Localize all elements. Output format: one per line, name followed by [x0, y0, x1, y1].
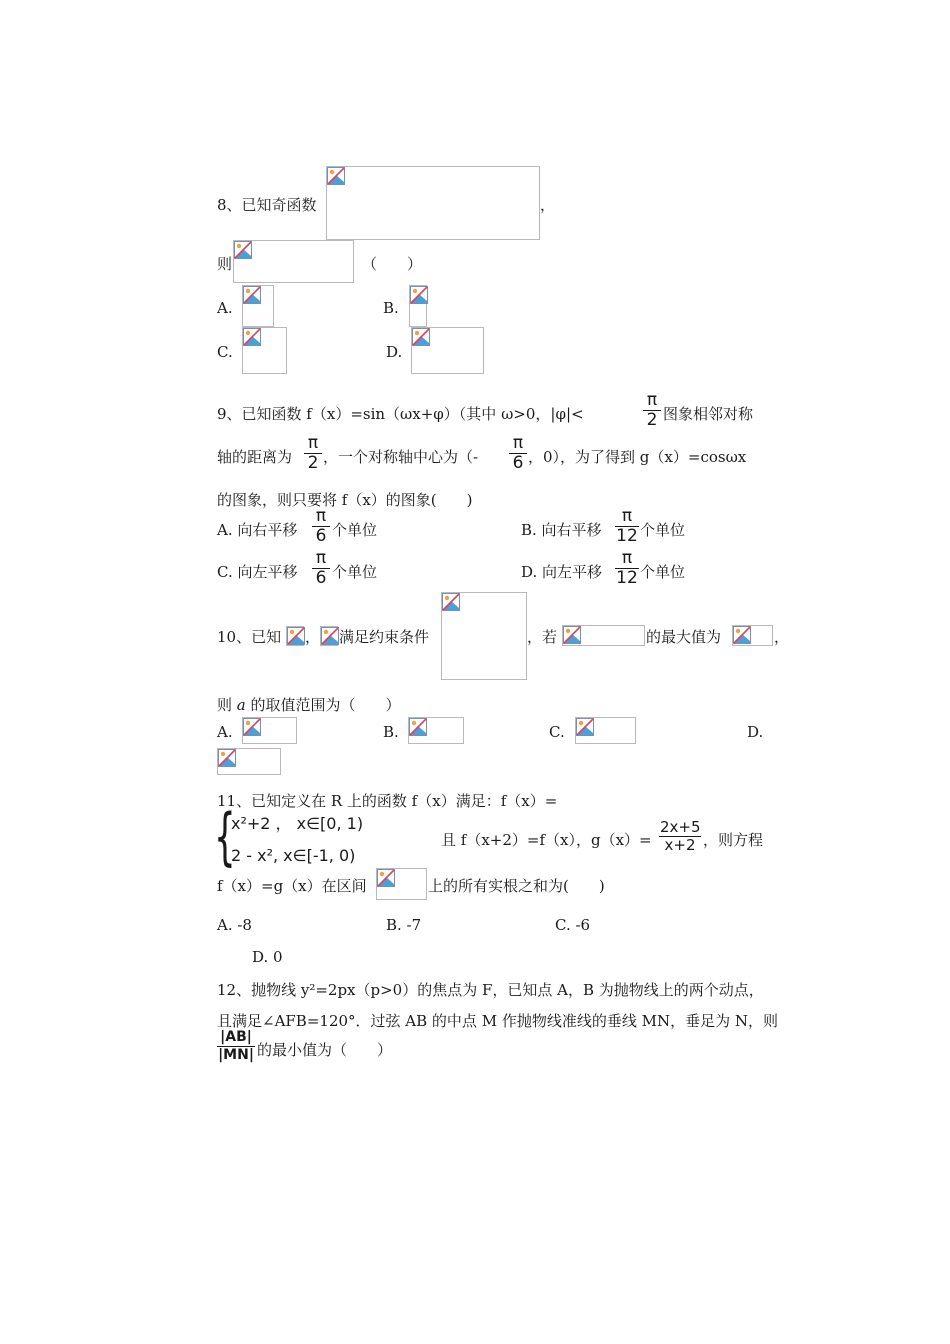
q9-line2-mid: ，一个对称轴中心为（-: [323, 448, 479, 466]
q9-fraction-pi-over-2: [643, 391, 661, 430]
q11-piecewise-brace: {: [214, 800, 236, 873]
broken-image-icon: [243, 718, 261, 736]
q10-text-c: 满足约束条件: [339, 628, 430, 646]
fraction-denominator: 12: [616, 526, 638, 546]
broken-image-icon: [218, 749, 236, 767]
q12-line2: 且满足∠AFB=120°．过弦 AB 的中点 M 作抛物线准线的垂线 MN，垂足为 N，则: [217, 1012, 778, 1030]
q10-text-b: ，: [305, 628, 321, 646]
q11-option-a: A. -8: [217, 916, 252, 934]
broken-image-icon: [563, 626, 581, 644]
broken-image-icon: [287, 627, 305, 645]
q9-option-c-fraction: [312, 549, 330, 588]
q12-ratio-fraction: [217, 1029, 255, 1064]
q10-option-c-label: C.: [549, 723, 565, 741]
q9-line1-start: 9、已知函数 f（x）=sin（ωx+φ）（其中 ω>0，|φ|<: [217, 405, 584, 423]
q10-line2-start: 则: [217, 696, 237, 714]
fraction-numerator: π: [512, 433, 524, 453]
fraction-numerator: π: [646, 390, 658, 410]
q8-option-a-image: [242, 285, 274, 327]
fraction-denominator: 6: [512, 453, 524, 473]
fraction-numerator: π: [621, 506, 633, 526]
q11-line1: 11、已知定义在 R 上的函数 f（x）满足：f（x）=: [217, 792, 558, 810]
q10-text-d: ，若: [527, 628, 558, 646]
q9-line1-end: 图象相邻对称: [663, 405, 754, 423]
q10-option-b-label: B.: [383, 723, 399, 741]
q8-answer-paren: （ ）: [362, 255, 423, 273]
q11-case-1: x²+2 ， x∈[0, 1): [231, 814, 364, 833]
fraction-numerator: 2x+5: [660, 818, 701, 836]
fraction-numerator: π: [307, 433, 319, 453]
q10-option-d-image: [217, 748, 281, 775]
q11-line3-end: 上的所有实根之和为( ): [428, 877, 605, 895]
q10-line2-end: 的取值范围为（ ）: [245, 696, 401, 714]
broken-image-icon: [442, 593, 460, 611]
broken-image-icon: [412, 328, 430, 346]
q10-text-e: 的最大值为: [646, 628, 722, 646]
fraction-denominator: 6: [315, 526, 327, 546]
q10-var-a: a: [236, 696, 246, 714]
broken-image-icon: [733, 626, 751, 644]
q10-option-c-image: [575, 717, 636, 744]
fraction-numerator: |AB|: [220, 1029, 252, 1045]
q8-option-c-label: C.: [217, 343, 233, 361]
q11-tail-text: ，则方程: [703, 831, 764, 849]
q8-option-d-image: [411, 327, 484, 374]
q12-line1: 12、抛物线 y²=2px（p>0）的焦点为 F，已知点 A，B 为抛物线上的两个动点，: [217, 981, 764, 999]
q9-line2-end: ，0），为了得到 g（x）=cosωx: [528, 448, 747, 466]
q10-option-a-image: [242, 717, 297, 744]
q9-option-d-text: D. 向左平移: [521, 563, 603, 581]
q11-option-b: B. -7: [386, 916, 422, 934]
fraction-numerator: π: [315, 548, 327, 568]
q8-option-b-image: [409, 285, 427, 327]
q9-option-a-text: A. 向右平移: [217, 521, 298, 539]
q9-option-a-fraction: [312, 507, 330, 546]
q11-option-c: C. -6: [555, 916, 591, 934]
q11-line3-start: f（x）=g（x）在区间: [217, 877, 367, 895]
q11-case-2: 2 - x², x∈[-1, 0): [231, 846, 356, 865]
q8-comma: ，: [540, 196, 556, 214]
fraction-numerator: π: [621, 548, 633, 568]
q9-option-b-text: B. 向右平移: [521, 521, 602, 539]
fraction-denominator: 2: [646, 410, 658, 430]
broken-image-icon: [243, 286, 261, 304]
q9-line2-start: 轴的距离为: [217, 448, 293, 466]
q8-stem: 8、已知奇函数: [217, 196, 317, 214]
q8-expression-image: [233, 240, 354, 283]
q12-line3: 的最小值为（ ）: [257, 1041, 393, 1059]
q10-var-y-image: [320, 626, 338, 646]
q9-option-c-text: C. 向左平移: [217, 563, 298, 581]
fraction-numerator: π: [315, 506, 327, 526]
q10-maxvalue-image: [732, 625, 773, 646]
broken-image-icon: [377, 869, 395, 887]
q9-fraction-pi-over-2b: [304, 434, 322, 473]
fraction-denominator: |MN|: [218, 1047, 254, 1063]
q10-objective-image: [562, 625, 645, 646]
broken-image-icon: [243, 328, 261, 346]
q10-line2: [217, 696, 401, 714]
broken-image-icon: [234, 241, 252, 259]
q9-fraction-pi-over-6: [509, 434, 527, 473]
broken-image-icon: [409, 718, 427, 736]
q9-option-c-unit: 个单位: [332, 563, 378, 581]
q8-then: 则: [217, 255, 233, 273]
broken-image-icon: [321, 627, 339, 645]
q10-text-a: 10、已知: [217, 628, 282, 646]
broken-image-icon: [410, 286, 428, 304]
q11-option-d: D. 0: [252, 948, 283, 966]
q9-option-b-fraction: [615, 507, 639, 546]
q10-option-a-label: A.: [217, 723, 233, 741]
fraction-denominator: x+2: [664, 836, 696, 854]
fraction-denominator: 6: [315, 568, 327, 588]
q8-option-b-label: B.: [383, 299, 399, 317]
fraction-denominator: 2: [307, 453, 319, 473]
q8-option-c-image: [242, 327, 287, 374]
fraction-denominator: 12: [616, 568, 638, 588]
q11-interval-image: [376, 868, 427, 900]
broken-image-icon: [576, 718, 594, 736]
q9-option-a-unit: 个单位: [332, 521, 378, 539]
q10-text-f: ，: [774, 628, 790, 646]
broken-image-icon: [327, 167, 345, 185]
q10-option-d-label: D.: [747, 723, 764, 741]
q9-option-d-fraction: [615, 549, 639, 588]
q9-option-d-unit: 个单位: [640, 563, 686, 581]
q8-function-image: [326, 166, 540, 240]
q10-constraint-image: [441, 592, 527, 680]
q11-mid-text: 且 f（x+2）=f（x），g（x）=: [441, 831, 652, 849]
q11-g-fraction: [659, 819, 701, 854]
q9-line3: 的图象，则只要将 f（x）的图象( ): [217, 491, 473, 509]
q8-option-a-label: A.: [217, 299, 233, 317]
q9-option-b-unit: 个单位: [640, 521, 686, 539]
q10-var-x-image: [286, 626, 304, 646]
q8-option-d-label: D.: [386, 343, 403, 361]
q10-option-b-image: [408, 717, 464, 744]
